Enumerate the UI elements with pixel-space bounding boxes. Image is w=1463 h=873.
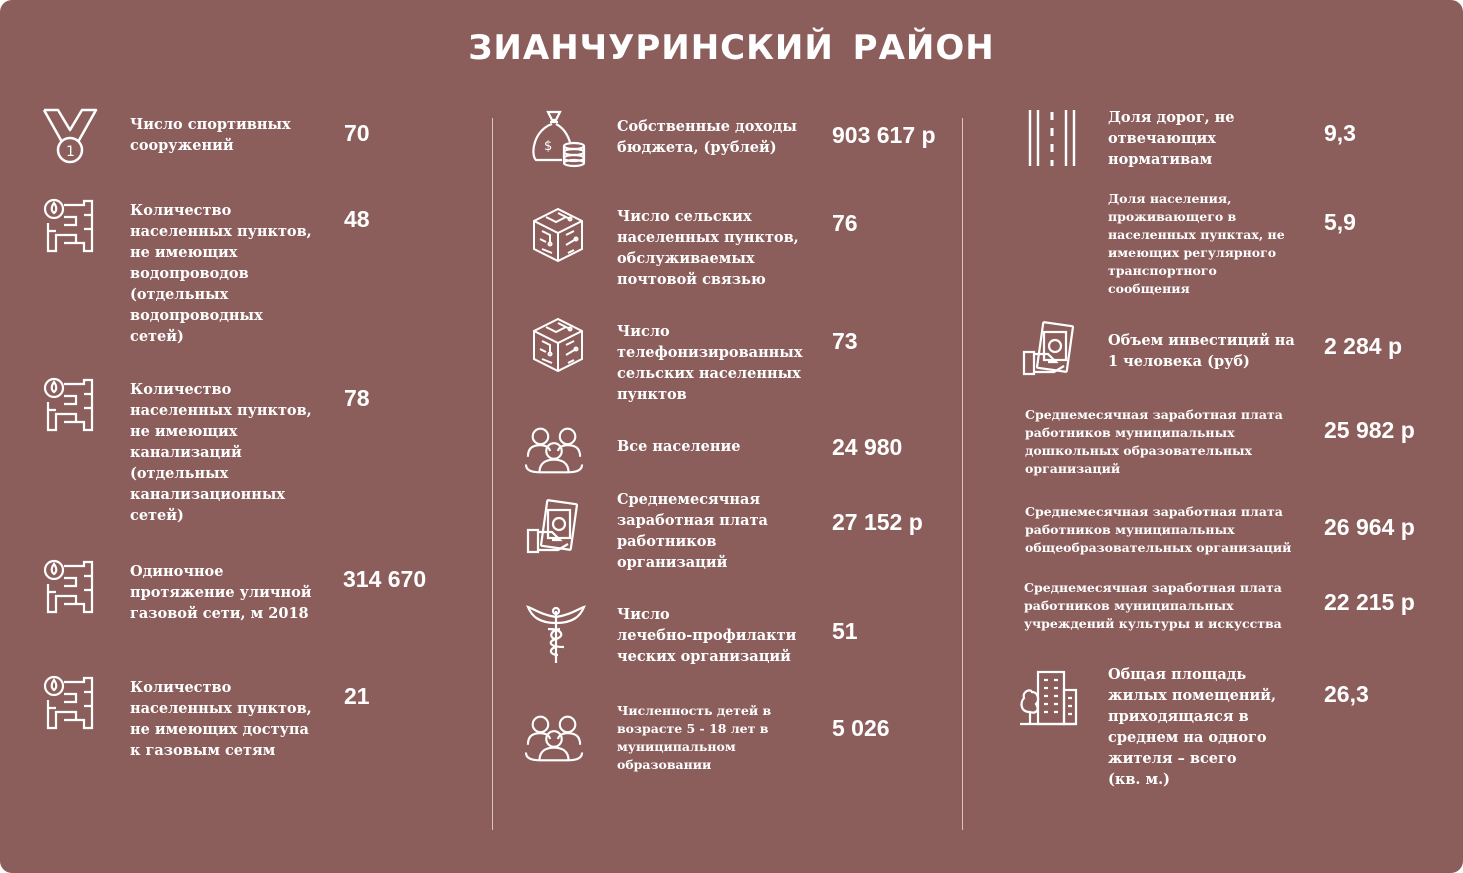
- stat-label: Доля дорог, не отвечающих нормативам: [1108, 109, 1235, 168]
- stat-value: 25 982 р: [1324, 417, 1415, 443]
- stat-value: 24 980: [832, 434, 903, 460]
- stat-label: Численность детей в возрасте 5 - 18 лет в муниципальном образовании: [617, 703, 772, 772]
- people-icon: [524, 708, 584, 768]
- stat-label: Количество населенных пунктов, не имеющих доступа к газовым сетям: [130, 679, 312, 759]
- people-icon: [524, 420, 584, 480]
- medal-icon: [40, 108, 100, 168]
- building-icon: [1018, 668, 1078, 728]
- road-icon: [1022, 108, 1082, 168]
- money-bag-icon: [528, 108, 588, 168]
- stat-value: 73: [832, 328, 858, 354]
- stat-label: Среднемесячная заработная плата работников муниципальных дошкольных образовательных организаций: [1025, 407, 1283, 476]
- stat-value: 9,3: [1324, 120, 1356, 146]
- stat-value: 903 617 р: [832, 122, 936, 148]
- stat-label: Одиночное протяжение уличной газовой сети, м 2018: [130, 563, 312, 622]
- stat-value: 22 215 р: [1324, 589, 1415, 615]
- stat-label: Среднемесячная заработная плата работников муниципальных учреждений культуры и искусства: [1024, 580, 1282, 631]
- stat-value: 5,9: [1324, 209, 1356, 235]
- stat-label: Число телефонизированных сельских населенных пунктов: [617, 323, 803, 403]
- stat-value: 2 284 р: [1324, 333, 1402, 359]
- stat-value: 76: [832, 210, 858, 236]
- stat-value: 70: [344, 120, 370, 146]
- svg-text:$: $: [544, 139, 553, 154]
- stat-value: 26,3: [1324, 681, 1369, 707]
- stat-value: 5 026: [832, 715, 890, 741]
- caduceus-icon: [526, 605, 586, 665]
- stat-label: Объем инвестиций на 1 человека (руб): [1108, 332, 1295, 370]
- stat-value: 21: [344, 683, 370, 709]
- stat-value: 48: [344, 206, 370, 232]
- stat-label: Доля населения, проживающего в населенных пунктах, не имеющих регулярного транспортного сообщения: [1108, 191, 1285, 296]
- stat-label: Среднемесячная заработная плата работников муниципальных общеобразовательных организаций: [1025, 504, 1292, 555]
- stat-value: 51: [832, 618, 858, 644]
- circuit-cube-icon: [528, 315, 588, 375]
- stat-label: Общая площадь жилых помещений, приходящаяся в среднем на одного жителя – всего (кв. м.): [1108, 666, 1277, 788]
- circuit-cube-icon: [528, 205, 588, 265]
- stat-label: Среднемесячная заработная плата работников организаций: [617, 491, 768, 571]
- stat-label: Число лечебно-профилакти ческих организаций: [617, 606, 797, 665]
- svg-text:1: 1: [66, 144, 75, 160]
- stat-label: Число спортивных сооружений: [130, 116, 291, 154]
- stat-value: 26 964 р: [1324, 514, 1415, 540]
- salary-icon: [524, 498, 584, 558]
- pipes-icon: [42, 672, 102, 732]
- page-title: ЗИАНЧУРИНСКИЙ РАЙОН: [468, 28, 995, 68]
- pipes-icon: [42, 556, 102, 616]
- stat-label: Число сельских населенных пунктов, обслуживаемых почтовой связью: [617, 208, 799, 288]
- pipes-icon: [42, 195, 102, 255]
- stat-label: Все население: [617, 438, 741, 455]
- salary-icon: [1020, 320, 1080, 380]
- column-divider: [492, 118, 493, 830]
- stat-value: 27 152 р: [832, 509, 923, 535]
- pipes-icon: [42, 374, 102, 434]
- stat-value: 78: [344, 385, 370, 411]
- stat-label: Количество населенных пунктов, не имеющих водопроводов (отдельных водопроводных сетей): [130, 202, 312, 345]
- stat-value: 314 670: [343, 566, 427, 592]
- stat-label: Собственные доходы бюджета, (рублей): [617, 118, 797, 156]
- stat-label: Количество населенных пунктов, не имеющих канализаций (отдельных канализационных сетей): [130, 381, 312, 524]
- column-divider: [962, 118, 963, 830]
